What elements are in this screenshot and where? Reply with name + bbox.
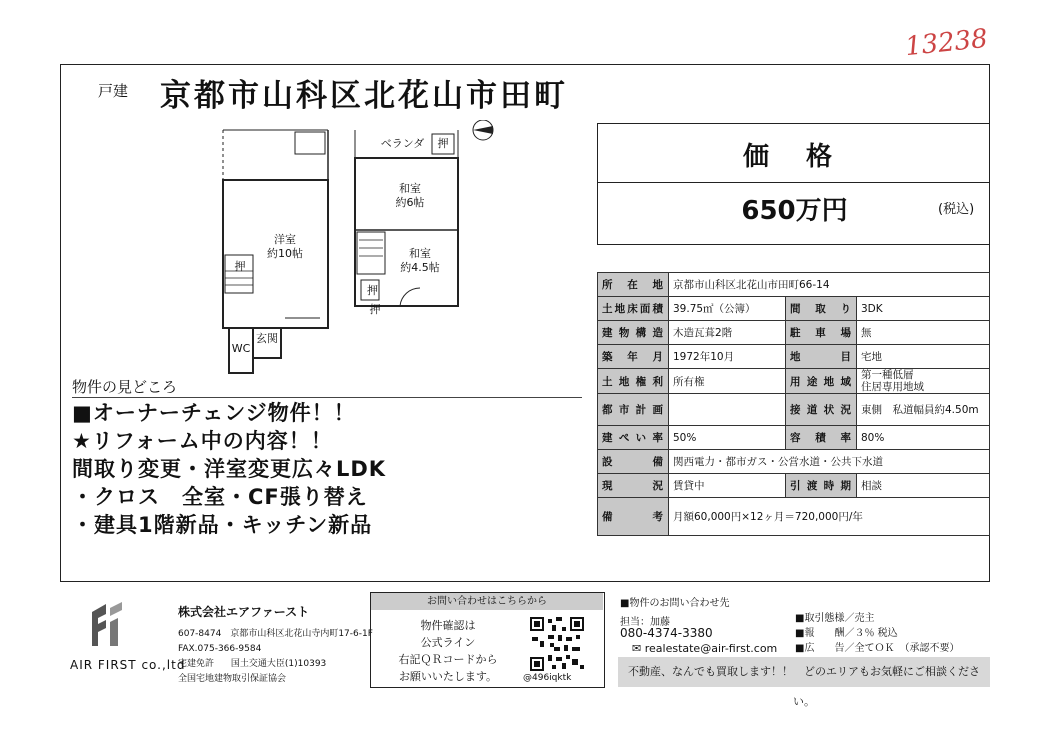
email-address[interactable]: realestate@air-first.com bbox=[644, 642, 778, 655]
spec-label: 都市計画 bbox=[598, 394, 669, 426]
spec-value: 3DK bbox=[857, 297, 990, 321]
contact-phone[interactable]: 080-4374-3380 bbox=[620, 626, 713, 640]
tatami-room-6-label: 和室 約6帖 bbox=[395, 182, 425, 209]
spec-value: 宅地 bbox=[857, 345, 990, 369]
highlight-line: ■オーナーチェンジ物件！！ bbox=[72, 401, 356, 425]
western-room-label: 洋室 約10帖 bbox=[267, 233, 303, 260]
terms-line: ■広 告／全てＯＫ （承認不要） bbox=[795, 643, 960, 654]
spec-value bbox=[669, 394, 786, 426]
spec-value: 1972年10月 bbox=[669, 345, 786, 369]
spec-value: 京都市山科区北花山市田町66-14 bbox=[669, 273, 990, 297]
spec-label: 備考 bbox=[598, 498, 669, 536]
spec-value: 無 bbox=[857, 321, 990, 345]
spec-value: 賃貸中 bbox=[669, 474, 786, 498]
storage-label: 押 bbox=[369, 303, 381, 316]
spec-label: 設備 bbox=[598, 450, 669, 474]
spec-label: 土地権利 bbox=[598, 369, 669, 394]
highlight-line: ・建具1階新品・キッチン新品 bbox=[72, 513, 373, 537]
table-row bbox=[598, 498, 990, 536]
table-row bbox=[598, 426, 990, 450]
table-row bbox=[598, 394, 990, 426]
spec-value: 第一種低層 住居専用地域 bbox=[857, 369, 990, 394]
veranda-label: ベランダ bbox=[380, 137, 425, 150]
contact-header: お問い合わせはこちらから bbox=[371, 593, 603, 610]
property-spec-table bbox=[597, 272, 990, 536]
highlight-line: ・クロス 全室・CF張り替え bbox=[72, 485, 368, 509]
spec-value: 39.75㎡（公簿） bbox=[669, 297, 786, 321]
price-box bbox=[597, 123, 990, 245]
contact-instructions: 物件確認は 公式ライン 右記ＱＲコードから お願いいたします。 bbox=[398, 619, 498, 683]
table-row bbox=[598, 321, 990, 345]
spec-value: 所有権 bbox=[669, 369, 786, 394]
toilet-label: WC bbox=[231, 342, 251, 355]
price-value: 650万円 bbox=[741, 196, 848, 226]
terms-line: ■取引態様／売主 bbox=[795, 613, 875, 624]
table-row bbox=[598, 345, 990, 369]
spec-label: 地目 bbox=[786, 345, 857, 369]
company-license bbox=[178, 657, 373, 672]
contact-email[interactable] bbox=[632, 642, 777, 655]
company-name: 株式会社エアファースト bbox=[178, 605, 310, 619]
price-title: 価 格 bbox=[742, 142, 847, 172]
spec-label: 容積率 bbox=[786, 426, 857, 450]
table-row bbox=[598, 273, 990, 297]
spec-label: 土地床面積 bbox=[598, 297, 669, 321]
company-brand: AIR FIRST co.,ltd bbox=[70, 658, 186, 672]
north-arrow-icon bbox=[473, 126, 493, 134]
spec-label: 所在地 bbox=[598, 273, 669, 297]
spec-value: 80% bbox=[857, 426, 990, 450]
property-location-headline: 京都市山科区北花山市田町 bbox=[160, 78, 568, 114]
spec-label: 現況 bbox=[598, 474, 669, 498]
storage-label: 押 bbox=[437, 137, 449, 150]
table-row bbox=[598, 297, 990, 321]
property-category: 戸建 bbox=[98, 82, 129, 100]
highlight-line: ★リフォーム中の内容！！ bbox=[72, 429, 333, 453]
license-label: 宅建免許 bbox=[178, 659, 215, 669]
spec-value: 関西電力・都市ガス・公営水道・公共下水道 bbox=[669, 450, 990, 474]
company-address: 607-8474 京都市山科区北花山寺内町17-6-1F bbox=[178, 629, 373, 639]
table-row bbox=[598, 474, 990, 498]
table-row bbox=[598, 369, 990, 394]
highlight-line: 間取り変更・洋室変更広々LDK bbox=[72, 457, 387, 481]
transaction-terms bbox=[795, 611, 959, 656]
tatami-room-4-5-label: 和室 約4.5帖 bbox=[400, 247, 440, 274]
spec-label: 接道状況 bbox=[786, 394, 857, 426]
spec-value: 東側 私道幅員約4.50m bbox=[857, 394, 990, 426]
spec-label: 建物構造 bbox=[598, 321, 669, 345]
highlights-list bbox=[72, 399, 386, 539]
company-association: 全国宅地建物取引保証協会 bbox=[178, 674, 287, 684]
contact-box bbox=[370, 592, 605, 688]
company-fax: FAX.075-366-9584 bbox=[178, 644, 262, 654]
price-divider bbox=[598, 182, 989, 183]
storage-label: 押 bbox=[367, 284, 378, 297]
mail-icon: ✉ bbox=[632, 642, 645, 655]
handwritten-reference-number: 13238 bbox=[903, 23, 990, 63]
floor-plan bbox=[215, 120, 510, 380]
entrance-label: 玄関 bbox=[256, 332, 278, 345]
tax-note: (税込) bbox=[938, 202, 975, 217]
company-logo-icon bbox=[88, 600, 128, 648]
spec-label: 用途地域 bbox=[786, 369, 857, 394]
spec-label: 間取り bbox=[786, 297, 857, 321]
spec-value: 相談 bbox=[857, 474, 990, 498]
table-row bbox=[598, 450, 990, 474]
line-id: @496iqktk bbox=[523, 673, 572, 683]
highlights-heading: 物件の見どころ bbox=[72, 376, 582, 398]
license-number: 国土交通大臣(1)10393 bbox=[230, 659, 327, 669]
qr-code-icon[interactable] bbox=[528, 615, 586, 673]
spec-label: 引渡時期 bbox=[786, 474, 857, 498]
terms-line: ■報 酬／３％ 税込 bbox=[795, 628, 898, 639]
storage-label: 押 bbox=[234, 260, 246, 273]
spec-label: 建ぺい率 bbox=[598, 426, 669, 450]
spec-value: 50% bbox=[669, 426, 786, 450]
inquiry-label: ■物件のお問い合わせ先 bbox=[620, 598, 730, 609]
agent-name: 担当：加藤 bbox=[620, 617, 670, 628]
buyout-banner: 不動産、なんでも買取します！！ どのエリアもお気軽にご相談ください。 bbox=[618, 657, 990, 687]
spec-label: 駐車場 bbox=[786, 321, 857, 345]
spec-value: 月額60,000円×12ヶ月＝720,000円/年 bbox=[669, 498, 990, 536]
company-details bbox=[178, 627, 373, 687]
spec-value: 木造瓦葺2階 bbox=[669, 321, 786, 345]
spec-label: 築年月 bbox=[598, 345, 669, 369]
